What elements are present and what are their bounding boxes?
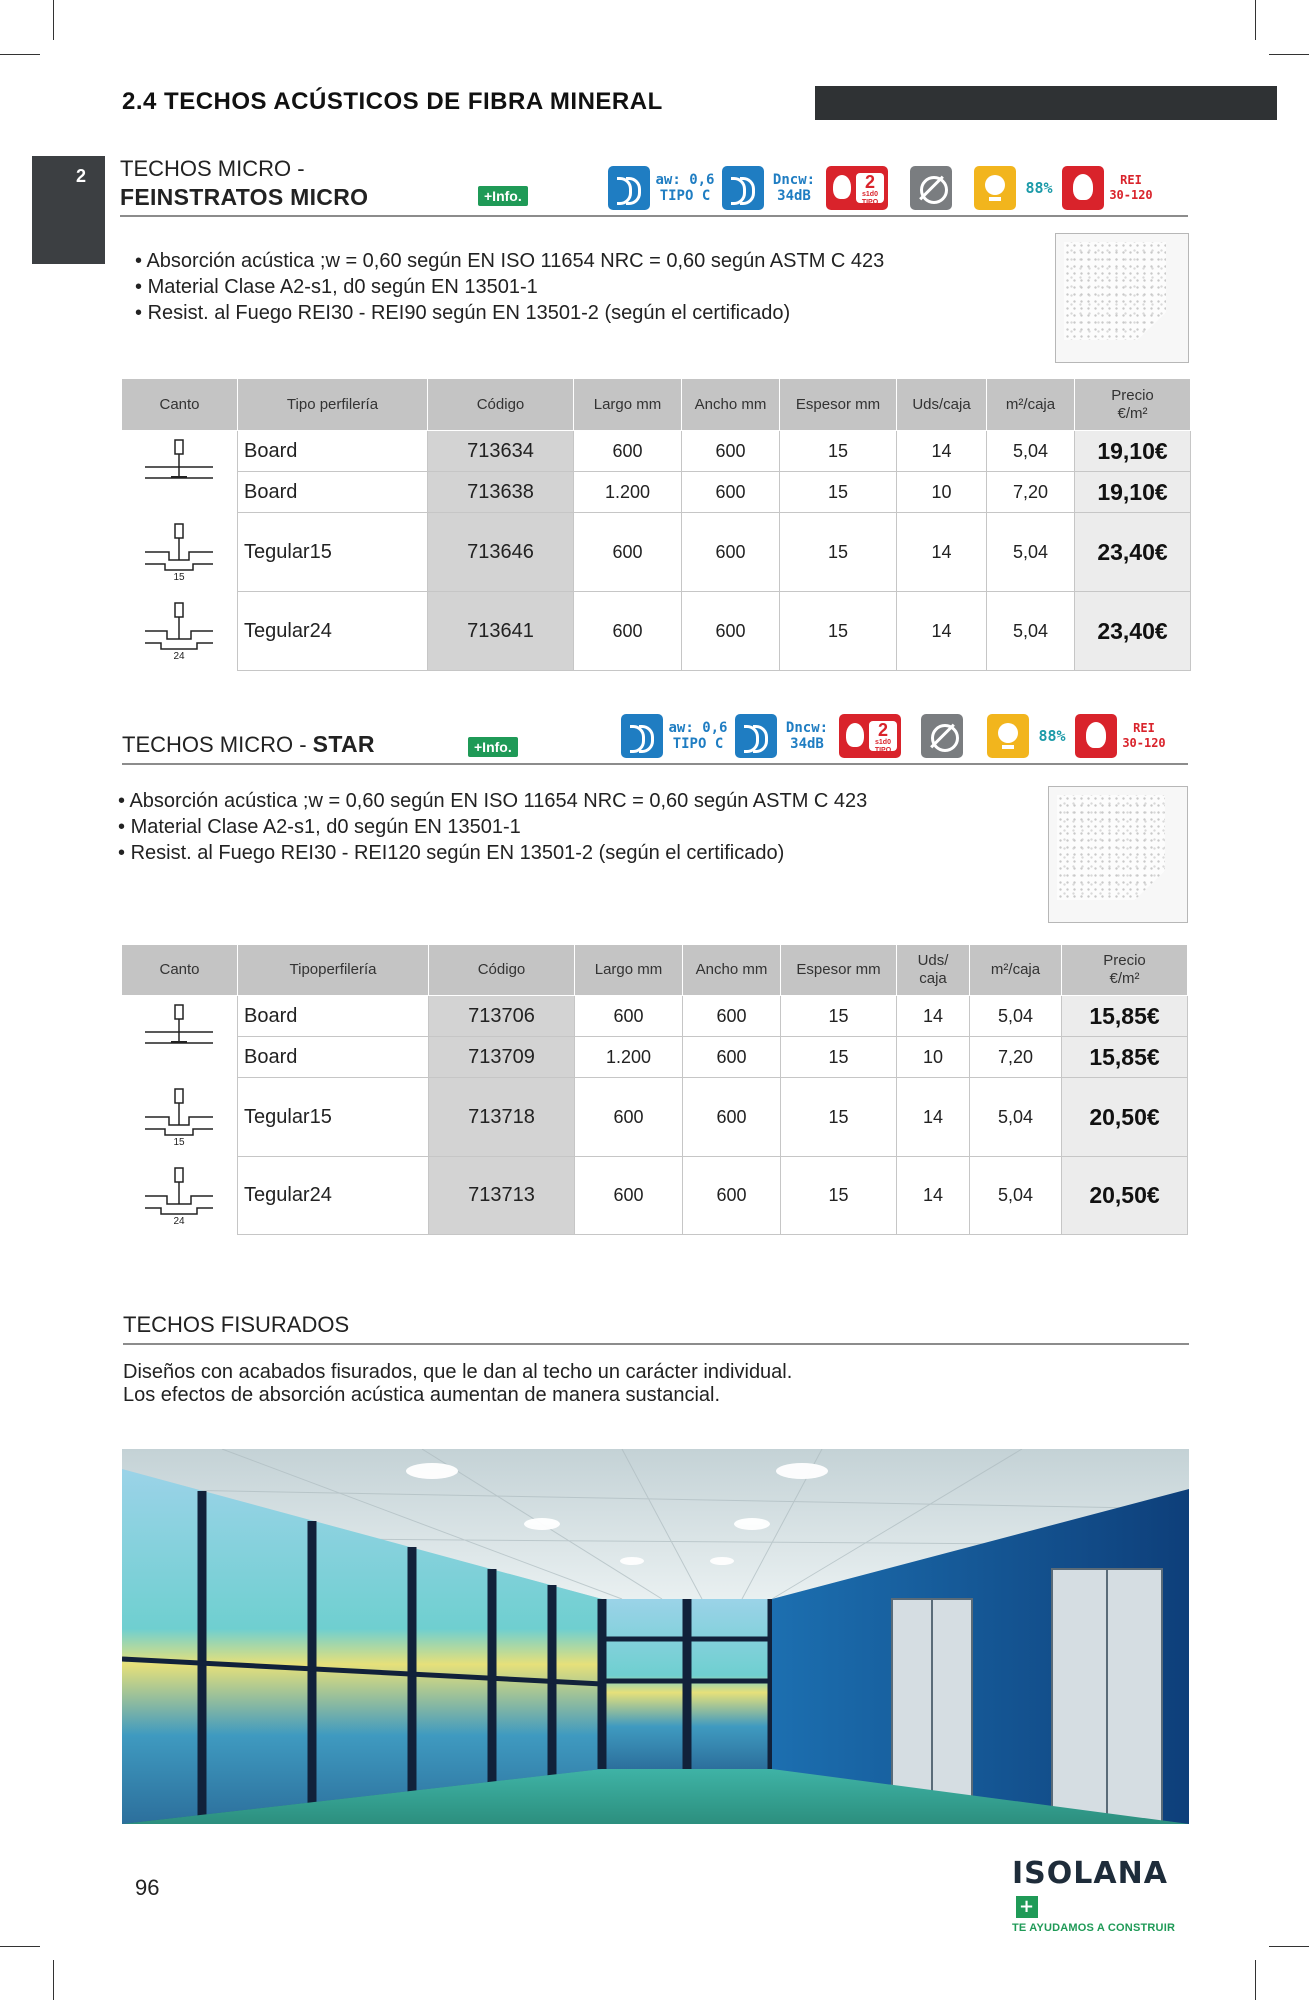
profile-tegular15-icon bbox=[122, 513, 238, 592]
col-header-precio: Precio €/m² bbox=[1075, 379, 1191, 431]
cell-m2: 5,04 bbox=[987, 431, 1075, 472]
crop-mark bbox=[1269, 54, 1309, 55]
cell-uds: 14 bbox=[897, 592, 987, 671]
cell-uds: 14 bbox=[897, 431, 987, 472]
cell-precio: 23,40€ bbox=[1075, 592, 1191, 671]
more-info-button[interactable]: +Info. bbox=[478, 186, 528, 206]
cell-precio: 19,10€ bbox=[1075, 431, 1191, 472]
cell-m2: 7,20 bbox=[970, 1037, 1062, 1078]
table-row bbox=[122, 431, 1191, 472]
product-tile-image bbox=[1048, 786, 1188, 923]
table-row bbox=[122, 1037, 1188, 1078]
crop-mark bbox=[0, 54, 40, 55]
crop-mark bbox=[0, 1946, 40, 1947]
cell-codigo: 713713 bbox=[429, 1157, 575, 1235]
cell-ancho: 600 bbox=[682, 592, 780, 671]
col-header-ancho: Ancho mm bbox=[683, 945, 781, 996]
cell-precio: 19,10€ bbox=[1075, 472, 1191, 513]
cell-uds: 14 bbox=[897, 513, 987, 592]
profile-size-label: 24 bbox=[173, 651, 185, 661]
table-row bbox=[122, 1078, 1188, 1157]
crop-mark bbox=[53, 0, 54, 40]
cell-tipo: Board bbox=[238, 431, 428, 472]
cell-espesor: 15 bbox=[781, 996, 897, 1037]
cell-uds: 14 bbox=[897, 1157, 970, 1235]
product-title-prefix: TECHOS MICRO - bbox=[122, 732, 313, 757]
cell-codigo: 713638 bbox=[428, 472, 574, 513]
cell-uds: 14 bbox=[897, 996, 970, 1037]
rei-label: REI 30-120 bbox=[1109, 173, 1153, 202]
col-header-espesor: Espesor mm bbox=[781, 945, 897, 996]
cell-m2: 5,04 bbox=[987, 513, 1075, 592]
cell-codigo: 713706 bbox=[429, 996, 575, 1037]
product-title bbox=[122, 730, 375, 759]
cell-m2: 5,04 bbox=[970, 1157, 1062, 1235]
cell-largo: 600 bbox=[574, 592, 682, 671]
more-info-button[interactable]: +Info. bbox=[468, 737, 518, 757]
acoustic-absorption-icon bbox=[621, 714, 663, 758]
col-header-uds: Uds/caja bbox=[897, 379, 987, 431]
profile-tegular15-icon bbox=[122, 1078, 238, 1157]
col-header-ancho: Ancho mm bbox=[682, 379, 780, 431]
chapter-tab bbox=[32, 156, 105, 264]
cell-espesor: 15 bbox=[780, 431, 897, 472]
cell-ancho: 600 bbox=[683, 1078, 781, 1157]
isolana-logo bbox=[1012, 1856, 1192, 1934]
profile-tegular24-icon bbox=[122, 592, 238, 671]
crop-mark bbox=[53, 1960, 54, 2000]
crop-mark bbox=[1269, 1946, 1309, 1947]
col-header-tipo: Tipoperfilería bbox=[238, 945, 429, 996]
cell-largo: 600 bbox=[575, 1078, 683, 1157]
cell-espesor: 15 bbox=[781, 1037, 897, 1078]
profile-size-label: 24 bbox=[173, 1215, 185, 1226]
profile-tegular24-icon bbox=[122, 1157, 238, 1235]
col-header-codigo: Código bbox=[428, 379, 574, 431]
cell-ancho: 600 bbox=[683, 1157, 781, 1235]
cell-espesor: 15 bbox=[781, 1157, 897, 1235]
logo-name: ISOLANA bbox=[1012, 1856, 1168, 1891]
profile-board-icon bbox=[122, 431, 238, 513]
section-bar bbox=[815, 86, 1277, 120]
spec-item: • Absorción acústica ;w = 0,60 según EN ISO 11654 NRC = 0,60 según ASTM C 423 bbox=[135, 248, 884, 274]
humidity-resistance-icon bbox=[921, 714, 963, 758]
cell-espesor: 15 bbox=[781, 1078, 897, 1157]
cell-largo: 600 bbox=[574, 513, 682, 592]
section-title: 2.4 TECHOS ACÚSTICOS DE FIBRA MINERAL bbox=[122, 88, 663, 115]
aw-label: aw: 0,6 TIPO C bbox=[668, 720, 728, 752]
spec-item: • Absorción acústica ;w = 0,60 según EN ISO 11654 NRC = 0,60 según ASTM C 423 bbox=[118, 788, 867, 814]
cell-tipo: Tegular24 bbox=[238, 592, 428, 671]
product-title-prefix: TECHOS MICRO - bbox=[120, 156, 305, 181]
fisurados-description bbox=[123, 1361, 792, 1407]
cell-m2: 7,20 bbox=[987, 472, 1075, 513]
crop-mark bbox=[1255, 0, 1256, 40]
col-header-espesor: Espesor mm bbox=[780, 379, 897, 431]
table-row bbox=[122, 1157, 1188, 1235]
cell-codigo: 713634 bbox=[428, 431, 574, 472]
profile-size-label: 15 bbox=[173, 572, 185, 582]
fire-resistance-icon bbox=[1075, 714, 1117, 758]
cell-codigo: 713709 bbox=[429, 1037, 575, 1078]
cell-espesor: 15 bbox=[780, 592, 897, 671]
spec-item: • Material Clase A2-s1, d0 según EN 13501-1 bbox=[135, 274, 884, 300]
description-line: Los efectos de absorción acústica aumentan de manera sustancial. bbox=[123, 1384, 721, 1406]
col-header-uds: Uds/ caja bbox=[897, 945, 970, 996]
price-table bbox=[121, 944, 1188, 1235]
title-rule bbox=[122, 763, 1188, 765]
col-header-canto: Canto bbox=[122, 379, 238, 431]
cell-largo: 600 bbox=[574, 431, 682, 472]
cell-m2: 5,04 bbox=[970, 996, 1062, 1037]
cell-codigo: 713718 bbox=[429, 1078, 575, 1157]
profile-board-icon bbox=[122, 996, 238, 1078]
fire-class-icon: 2 s1d0 TIPO bbox=[839, 714, 901, 758]
cell-precio: 15,85€ bbox=[1062, 1037, 1188, 1078]
cell-largo: 600 bbox=[575, 996, 683, 1037]
table-row bbox=[122, 592, 1191, 671]
price-table bbox=[121, 378, 1191, 671]
cell-largo: 1.200 bbox=[575, 1037, 683, 1078]
cell-codigo: 713646 bbox=[428, 513, 574, 592]
cell-tipo: Board bbox=[238, 472, 428, 513]
cell-ancho: 600 bbox=[682, 472, 780, 513]
cell-ancho: 600 bbox=[682, 431, 780, 472]
table-row bbox=[122, 513, 1191, 592]
acoustic-absorption-icon bbox=[608, 166, 650, 210]
col-header-largo: Largo mm bbox=[574, 379, 682, 431]
profile-size-label: 15 bbox=[173, 1137, 185, 1147]
product-tile-image bbox=[1055, 233, 1189, 363]
light-reflection-icon bbox=[987, 714, 1029, 758]
cell-tipo: Board bbox=[238, 1037, 429, 1078]
dncw-label: Dncw: 34dB bbox=[772, 172, 816, 204]
spec-item: • Resist. al Fuego REI30 - REI120 según EN 13501-2 (según el certificado) bbox=[118, 840, 867, 866]
feature-icons bbox=[608, 164, 1158, 212]
sound-insulation-icon bbox=[735, 714, 777, 758]
cell-espesor: 15 bbox=[780, 472, 897, 513]
product-title bbox=[120, 154, 368, 212]
product-title-name: FEINSTRATOS MICRO bbox=[120, 184, 369, 210]
crop-mark bbox=[1255, 1960, 1256, 2000]
cell-tipo: Tegular15 bbox=[238, 513, 428, 592]
cell-uds: 14 bbox=[897, 1078, 970, 1157]
cell-codigo: 713641 bbox=[428, 592, 574, 671]
dncw-label: Dncw: 34dB bbox=[785, 720, 829, 752]
cell-uds: 10 bbox=[897, 472, 987, 513]
cell-precio: 23,40€ bbox=[1075, 513, 1191, 592]
cell-m2: 5,04 bbox=[987, 592, 1075, 671]
title-rule bbox=[120, 215, 1188, 217]
page-number: 96 bbox=[135, 1875, 160, 1900]
sound-insulation-icon bbox=[722, 166, 764, 210]
cell-precio: 20,50€ bbox=[1062, 1078, 1188, 1157]
spec-item: • Material Clase A2-s1, d0 según EN 13501-1 bbox=[118, 814, 867, 840]
cell-tipo: Board bbox=[238, 996, 429, 1037]
cell-uds: 10 bbox=[897, 1037, 970, 1078]
aw-label: aw: 0,6 TIPO C bbox=[655, 172, 715, 204]
rei-label: REI 30-120 bbox=[1122, 721, 1166, 750]
cell-m2: 5,04 bbox=[970, 1078, 1062, 1157]
light-reflection-value: 88% bbox=[1025, 179, 1053, 197]
cell-ancho: 600 bbox=[683, 1037, 781, 1078]
feature-icons bbox=[621, 712, 1171, 760]
cell-precio: 15,85€ bbox=[1062, 996, 1188, 1037]
cell-largo: 1.200 bbox=[574, 472, 682, 513]
cell-ancho: 600 bbox=[683, 996, 781, 1037]
spec-list bbox=[135, 248, 884, 326]
light-reflection-value: 88% bbox=[1038, 727, 1066, 745]
ceiling-interior-photo bbox=[122, 1449, 1189, 1824]
col-header-codigo: Código bbox=[429, 945, 575, 996]
fisurados-title: TECHOS FISURADOS bbox=[123, 1312, 350, 1337]
spec-list bbox=[118, 788, 867, 866]
table-row bbox=[122, 472, 1191, 513]
col-header-canto: Canto bbox=[122, 945, 238, 996]
col-header-m2: m²/caja bbox=[987, 379, 1075, 431]
cell-espesor: 15 bbox=[780, 513, 897, 592]
table-row bbox=[122, 996, 1188, 1037]
logo-plus-icon: + bbox=[1016, 1896, 1038, 1918]
humidity-resistance-icon bbox=[910, 166, 952, 210]
fire-resistance-icon bbox=[1062, 166, 1104, 210]
spec-item: • Resist. al Fuego REI30 - REI90 según EN 13501-2 (según el certificado) bbox=[135, 300, 884, 326]
col-header-largo: Largo mm bbox=[575, 945, 683, 996]
col-header-tipo: Tipo perfilería bbox=[238, 379, 428, 431]
title-rule bbox=[123, 1343, 1189, 1345]
col-header-m2: m²/caja bbox=[970, 945, 1062, 996]
cell-ancho: 600 bbox=[682, 513, 780, 592]
cell-tipo: Tegular15 bbox=[238, 1078, 429, 1157]
light-reflection-icon bbox=[974, 166, 1016, 210]
col-header-precio: Precio €/m² bbox=[1062, 945, 1188, 996]
product-title-name: STAR bbox=[312, 731, 375, 757]
cell-largo: 600 bbox=[575, 1157, 683, 1235]
cell-tipo: Tegular24 bbox=[238, 1157, 429, 1235]
fire-class-icon: 2 s1d0 TIPO bbox=[826, 166, 888, 210]
chapter-tab-number: 2 bbox=[76, 166, 87, 186]
description-line: Diseños con acabados fisurados, que le dan al techo un carácter individual. bbox=[123, 1361, 793, 1383]
cell-precio: 20,50€ bbox=[1062, 1157, 1188, 1235]
logo-tagline: TE AYUDAMOS A CONSTRUIR bbox=[1012, 1922, 1176, 1934]
